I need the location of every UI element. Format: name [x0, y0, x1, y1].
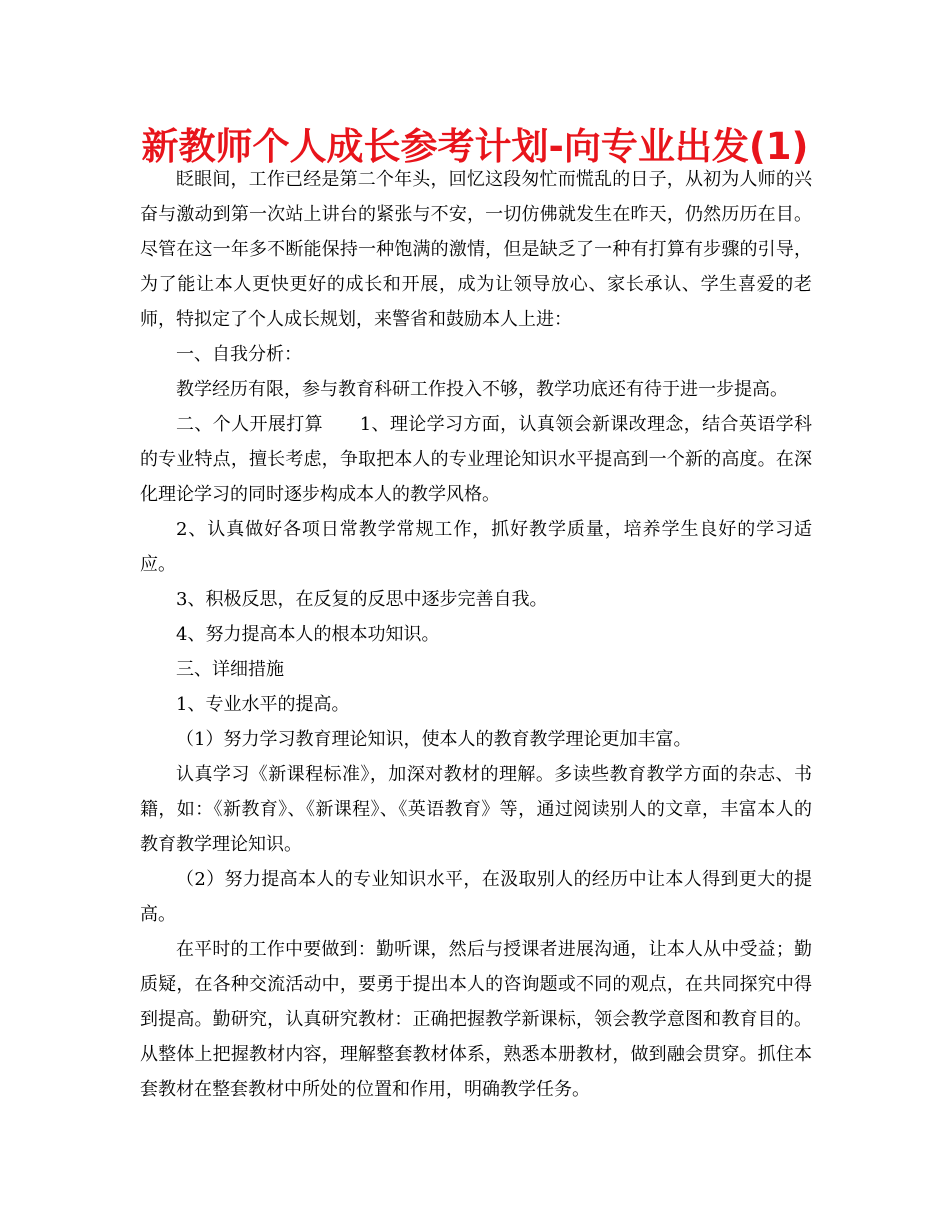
document-body — [140, 162, 812, 1107]
paragraph-development-plan: 二、个人开展打算 1、理论学习方面，认真领会新课改理念，结合英语学科的专业特点，擅长考虑，争取把本人的专业理论知识水平提高到一个新的高度。在深化理论学习的同时逐步构成本人的教学风格。 — [140, 414, 812, 505]
paragraph-measure-2: （2）努力提高本人的专业知识水平，在汲取别人的经历中让本人得到更大的提高。 — [140, 869, 812, 925]
heading-professional-level: 1、专业水平的提高。 — [176, 694, 350, 715]
paragraph-plan-item-3: 3、积极反思，在反复的反思中逐步完善自我。 — [176, 589, 548, 610]
paragraph-daily-work: 在平时的工作中要做到：勤听课，然后与授课者进展沟通，让本人从中受益；勤质疑，在各种交流活动中，要勇于提出本人的咨询题或不同的观点，在共同探究中得到提高。勤研究，认真研究教材：正确把握教学新课标，领会教学意图和教育目的。从整体上把握教材内容，理解整套教材体系，熟悉本册教材，做到融会贯穿。抓住本套教材在整套教材中所处的位置和作用，明确教学任务。 — [140, 939, 812, 1100]
paragraph-measure-1: （1）努力学习教育理论知识，使本人的教育教学理论更加丰富。 — [176, 729, 692, 750]
paragraph-self-analysis: 教学经历有限，参与教育科研工作投入不够，教学功底还有待于进一步提高。 — [176, 379, 788, 400]
heading-measures: 三、详细措施 — [176, 659, 284, 680]
paragraph-plan-item-4: 4、努力提高本人的根本功知识。 — [176, 624, 440, 645]
heading-self-analysis: 一、自我分析： — [176, 344, 302, 365]
document-title: 新教师个人成长参考计划-向专业出发(1) — [141, 125, 809, 168]
paragraph-plan-item-2: 2、认真做好各项日常教学常规工作，抓好教学质量，培养学生良好的学习适应。 — [140, 519, 812, 575]
paragraph-intro: 眨眼间，工作已经是第二个年头，回忆这段匆忙而慌乱的日子，从初为人师的兴奋与激动到第一次站上讲台的紧张与不安，一切仿佛就发生在昨天，仍然历历在目。尽管在这一年多不断能保持一种饱满的激情，但是缺乏了一种有打算有步骤的引导，为了能让本人更快更好的成长和开展，成为让领导放心、家长承认、学生喜爱的老师，特拟定了个人成长规划，来警省和鼓励本人上进： — [140, 169, 812, 330]
paragraph-reading: 认真学习《新课程标准》，加深对教材的理解。多读些教育教学方面的杂志、书籍，如：《新教育》、《新课程》、《英语教育》等，通过阅读别人的文章，丰富本人的教育教学理论知识。 — [140, 764, 812, 855]
